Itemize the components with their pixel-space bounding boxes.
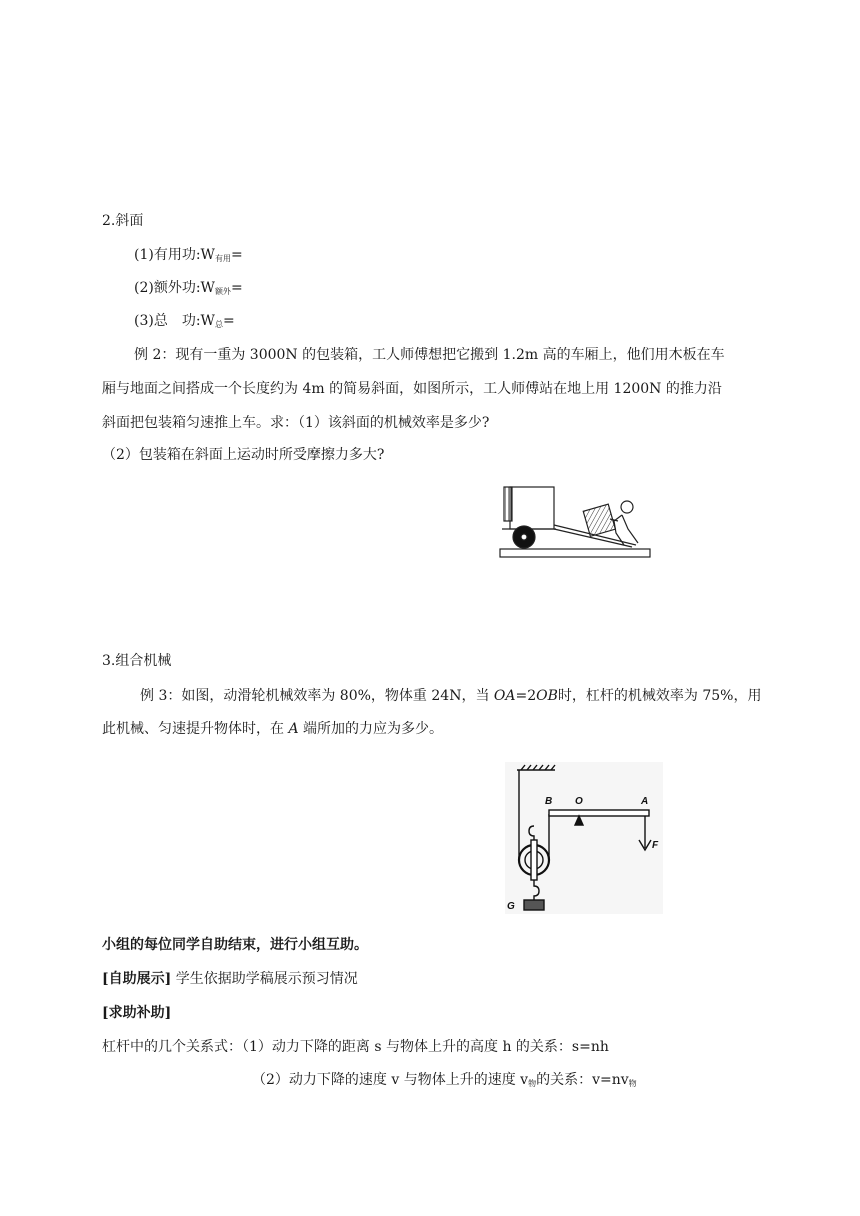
lever-bar	[549, 810, 649, 816]
figure-background	[505, 762, 663, 914]
extra-work-eq: =	[230, 280, 243, 296]
section-2-heading: 2.斜面	[102, 213, 144, 229]
ob-symbol: OB	[536, 688, 558, 704]
a-end-symbol: A	[288, 721, 299, 737]
oa-symbol: OA	[493, 688, 516, 704]
label-a: A	[641, 796, 649, 807]
example-2-line-3: 斜面把包装箱匀速推上车。求：（1）该斜面的机械效率是多少?	[102, 415, 490, 431]
total-work-eq: =	[222, 313, 235, 329]
example-3-line-1	[140, 686, 761, 706]
example-3-text-b: 时，杠杆的机械效率为 75%，用	[557, 688, 762, 704]
group-help-text: 小组的每位同学自助结束，进行小组互助。	[102, 937, 368, 953]
example-3-text-a: 例 3：如图，动滑轮机械效率为 80%，物体重 24N，当	[140, 688, 494, 704]
example-3-line-2	[102, 719, 443, 739]
lever-line-2-sub: 物	[528, 1079, 537, 1088]
example-2-line-1: 例 2：现有一重为 3000N 的包装箱，工人师傅想把它搬到 1.2m 高的车厢上，他们用木板在车	[134, 347, 725, 363]
ground	[500, 549, 650, 557]
total-work-item	[134, 311, 235, 335]
label-o: O	[575, 796, 583, 807]
total-work-subscript: 总	[214, 320, 223, 329]
weight-block	[524, 900, 544, 910]
crate	[583, 504, 615, 536]
truck-box	[510, 487, 554, 529]
example-3-text-c: 此机械、匀速提升物体时，在	[102, 721, 289, 737]
section-3-heading: 3.组合机械	[102, 653, 172, 669]
self-show-text: 学生依据助学稿展示预习情况	[171, 971, 358, 987]
example-2-line-4: （2）包装箱在斜面上运动时所受摩擦力多大?	[102, 447, 385, 463]
help-tag: [求助补助]	[102, 1005, 172, 1021]
example-3-eq: =2	[515, 688, 537, 704]
useful-work-eq: =	[230, 247, 243, 263]
worker	[621, 501, 633, 513]
incline-figure	[496, 485, 652, 561]
label-g: G	[507, 901, 515, 912]
lever-line-2-sub2: 物	[628, 1079, 637, 1088]
label-b: B	[545, 796, 553, 807]
useful-work-item	[134, 245, 243, 269]
example-2-line-2: 厢与地面之间搭成一个长度约为 4m 的简易斜面，如图所示，工人师傅站在地上用 1200N 的推力沿	[102, 381, 722, 397]
label-f: F	[652, 840, 659, 851]
lever-relation-line-1: 杠杆中的几个关系式：（1）动力下降的距离 s 与物体上升的高度 h 的关系：s=nh	[102, 1039, 609, 1055]
lever-line-2-b: 的关系：v=nv	[536, 1072, 629, 1088]
total-work-label: (3)总 功:W	[134, 313, 215, 329]
useful-work-subscript: 有用	[214, 254, 231, 263]
self-show-line	[102, 969, 358, 989]
extra-work-subscript: 额外	[214, 287, 231, 296]
extra-work-label: (2)额外功:W	[134, 280, 215, 296]
truck-door	[504, 487, 512, 521]
example-3-text-d: 端所加的力应为多少。	[298, 721, 444, 737]
extra-work-item	[134, 278, 243, 302]
lever-relation-line-2	[252, 1070, 637, 1094]
lever-line-2-a: （2）动力下降的速度 v 与物体上升的速度 v	[252, 1072, 529, 1088]
self-show-tag: [自助展示]	[102, 971, 172, 987]
lever-pulley-figure	[505, 762, 663, 914]
useful-work-label: (1)有用功:W	[134, 247, 215, 263]
